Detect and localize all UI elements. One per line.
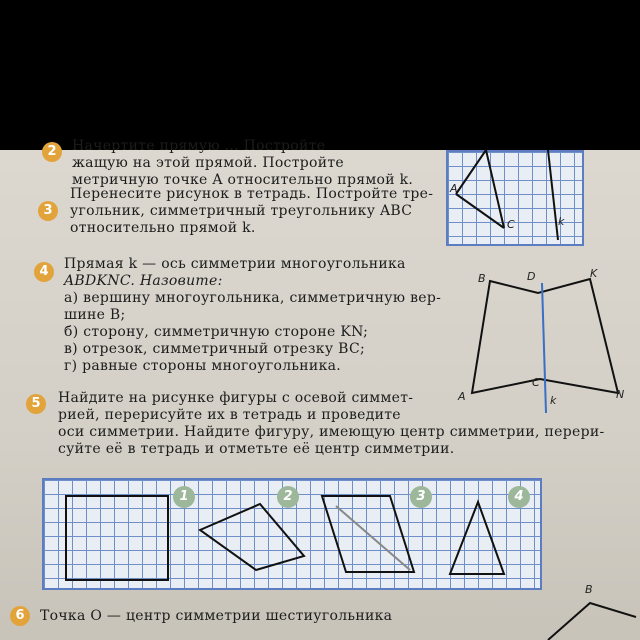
figure-4-triangle [450, 502, 504, 574]
task-3-line: Перенесите рисунок в тетрадь. Постройте тре- [70, 186, 434, 202]
task-3-figure [446, 150, 584, 246]
figure-badge-3: 3 [410, 486, 432, 508]
task-3-label-k: k [558, 215, 565, 228]
task-4-line: в) отрезок, симметричный отрезку BC; [64, 341, 365, 357]
textbook-page [0, 138, 640, 640]
task-2-line: Начертите прямую ... Постройте [72, 138, 326, 154]
task-4-label-b: B [478, 272, 486, 285]
task-3-line: относительно прямой k. [70, 220, 256, 236]
task-3-label-a: A [450, 182, 458, 195]
task-3-number: 3 [38, 201, 58, 221]
task-6-hexagon-partial [540, 595, 640, 640]
task-4-number: 4 [34, 262, 54, 282]
task-6-number: 6 [10, 606, 30, 626]
task-6-label-b: B [585, 583, 593, 596]
task-3-line: угольник, симметричный треугольнику ABC [70, 203, 413, 219]
task-4-line: а) вершину многоугольника, симметричную вер- [64, 290, 442, 306]
task-4-label-a: A [458, 390, 466, 403]
task-4-line: Прямая k — ось симметрии многоугольника [64, 256, 406, 272]
task-5-line: рией, перерисуйте их в тетрадь и проведите [58, 407, 401, 423]
figure-badge-1: 1 [173, 486, 195, 508]
figure-badge-2: 2 [277, 486, 299, 508]
task-2-line: жащую на этой прямой. Постройте [72, 155, 344, 171]
task-4-label-n: N [616, 388, 625, 401]
task-4-text [64, 256, 441, 375]
task-4-line: ABDKNC. Назовите: [64, 273, 223, 289]
task-5-text [58, 390, 605, 458]
task-4-line: г) равные стороны многоугольника. [64, 358, 342, 374]
task-2-line: метричную точке A относительно прямой k. [72, 172, 414, 188]
task-5-number: 5 [26, 394, 46, 414]
task-4-line: шине B; [64, 307, 126, 323]
figure-1-rectangle [66, 496, 168, 580]
task-5-line: оси симметрии. Найдите фигуру, имеющую центр симметрии, перери- [58, 424, 605, 440]
task-4-label-d: D [527, 270, 536, 283]
task-4-label-k: K [590, 267, 598, 280]
task-3-text [70, 186, 433, 237]
figure-2-kite [200, 504, 304, 570]
task-2-number: 2 [42, 142, 62, 162]
task-2-text [72, 138, 413, 189]
task-6-line: Точка O — центр симметрии шестиугольника [40, 608, 393, 624]
task-4-label-c: C [532, 376, 540, 389]
task-5-line: суйте её в тетрадь и отметьте её центр симметрии. [58, 441, 455, 457]
task-4-line: б) сторону, симметричную стороне KN; [64, 324, 369, 340]
figure-badge-4: 4 [508, 486, 530, 508]
task-3-label-c: C [507, 218, 515, 231]
task-4-label-axis: k [550, 394, 557, 407]
task-6-text [40, 608, 392, 625]
task-5-line: Найдите на рисунке фигуры с осевой симмет- [58, 390, 414, 406]
